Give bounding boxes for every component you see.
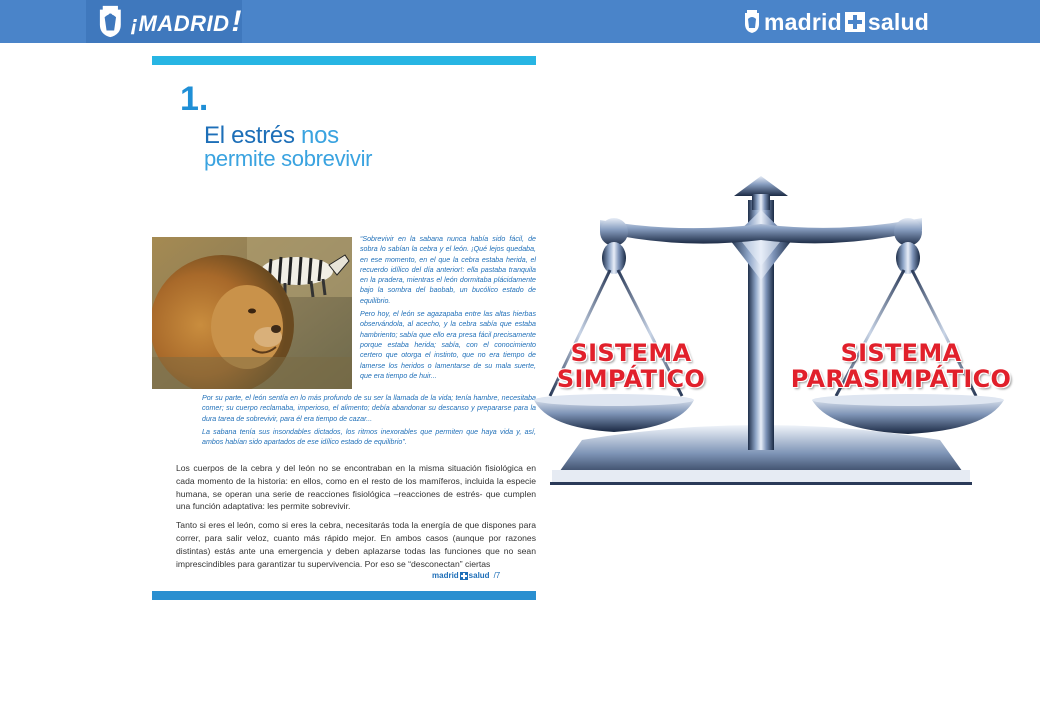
page-number: /7 xyxy=(493,571,501,580)
footer-brand-madrid: madrid xyxy=(432,571,459,580)
madrid-salud-text-salud: salud xyxy=(867,8,929,35)
sympathetic-system-label: SISTEMA SIMPÁTICO xyxy=(556,339,706,393)
page-top-bar xyxy=(152,56,536,65)
quote-paragraph-2: Pero hoy, el león se agazapaba entre las altas hierbas observándola, al acecho, y la cebra sabía que estaba hambriento; sabía que ello era presa fácil precisamente porque estaba herida; sabía, con el conocimiento certero que otorga el instinto, que no era tiempo de lamerse los heridos o lamentarse de su mala suerte, que era tiempo de huir... xyxy=(360,310,536,380)
body-paragraph-1: Los cuerpos de la cebra y del león no se encontraban en la misma situación fisiológica en cada momento de la historia: en ellos, como en el resto de los mamíferos, incluida la especie humana, se operan una serie de reacciones fisiológica –reacciones de estrés- que cumplen una función adaptativa: les permite sobrevivir. xyxy=(176,463,536,512)
madrid-city-logo[interactable] xyxy=(86,0,242,43)
madrid-crest-icon xyxy=(98,5,123,39)
story-quote xyxy=(360,234,536,384)
footer-brand-salud: salud xyxy=(468,571,490,580)
quote-paragraph-1: “Sobrevivir en la sabana nunca había sido fácil, de sobra lo sabían la cebra y el león. ¡Qué lejos quedaba, en ese momento, en el que la cebra estaba herida, el recuerdo idílico del día anterior!: ella pastaba tranquila en la pradera, mientras el león dormitaba plácidamente bajo la sombra del baobab, un bucólico estado de equilibrio. xyxy=(360,235,536,305)
page-bottom-bar xyxy=(152,591,536,600)
health-plus-icon xyxy=(845,12,865,32)
page-title-line2: permite sobrevivir xyxy=(204,146,373,171)
top-header-bar xyxy=(0,0,1040,43)
quote-paragraph-3: Por su parte, el león sentía en lo más profundo de su ser la llamada de la vida; tenía hambre, necesitaba comer; su cuerpo reclamaba, imperioso, el alimento; debía abandonar su descanso y prepararse para la dura tarea de sobrevivir, para él era tiempo de cazar... xyxy=(202,394,536,423)
chapter-number: 1. xyxy=(180,80,209,118)
body-paragraph-2: Tanto si eres el león, como si eres la cebra, necesitarás toda la energía de que dispones para correr, para salir veloz, cuanto más rápido mejor. En ambos casos (aunque por razones distintas) estás ante una emergencia y deben aplazarse todas las funciones que no sean imprescindibles para garantizar tu supervivencia. Por eso se “desconectan” ciertas xyxy=(176,520,536,569)
document-page xyxy=(152,56,536,600)
madrid-salud-text-madrid: madrid xyxy=(764,8,842,35)
body-text xyxy=(176,462,536,576)
lion-zebra-photo xyxy=(152,237,352,389)
madrid-logo-text: ¡MADRID ! xyxy=(130,4,242,38)
page-footer xyxy=(432,571,500,580)
footer-plus-icon xyxy=(460,572,468,580)
madrid-salud-logo[interactable] xyxy=(744,6,929,38)
parasympathetic-system-label: SISTEMA PARASIMPÁTICO xyxy=(790,339,1012,393)
madrid-salud-crest-icon xyxy=(744,10,760,34)
balance-scale-illustration xyxy=(530,170,1030,490)
story-quote-continued xyxy=(202,393,536,450)
page-title-line1: El estrés nos xyxy=(204,122,339,149)
quote-paragraph-4: La sabana tenía sus insondables dictados, los ritmos inexorables que permiten que haya vida y, así, ambos habían sido apartados de ese idílico estado de equilibrio”. xyxy=(202,427,536,447)
